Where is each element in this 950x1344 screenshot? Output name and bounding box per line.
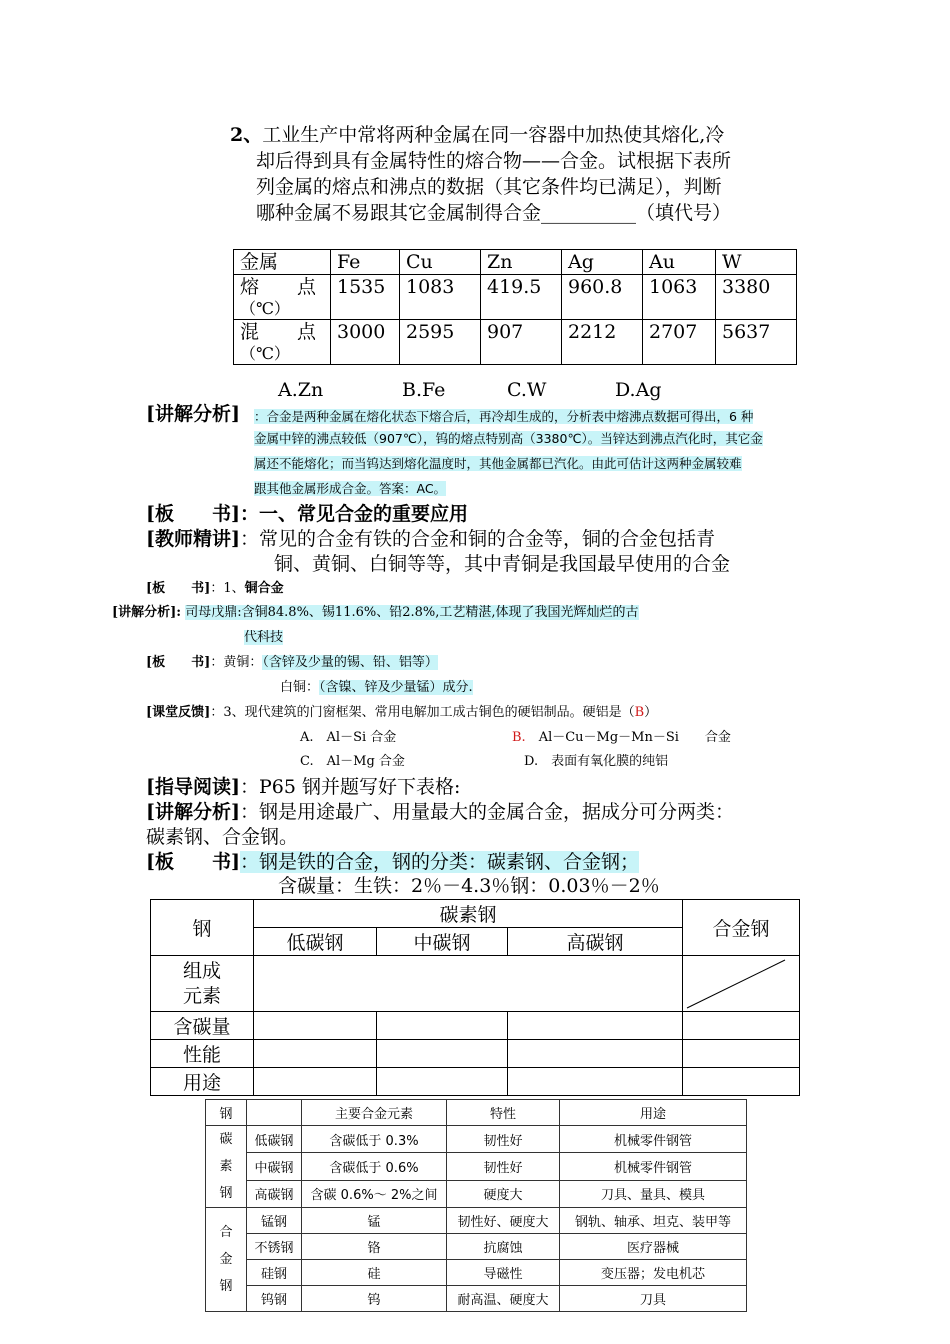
ref-cell: 铬 [302,1234,447,1260]
analysis-line: 金属中锌的沸点较低（907℃），钨的熔点特别高（3380℃）。当锌达到沸点汽化时，其它金 [254,431,763,446]
slash-cell [683,956,800,1012]
ref-cell: 韧性好、硬度大 [447,1208,560,1234]
value-cell: 1083 [400,275,481,320]
value-cell: 5637 [716,320,797,365]
ref-cell: 高碳钢 [247,1180,302,1207]
blank-cell[interactable] [683,1040,800,1068]
header-cell: 金属 [234,250,331,275]
reference-table [205,1099,747,1312]
blank-cell[interactable] [683,1068,800,1096]
board-carbon-content: 含碳量：生铁：2％－4.3％钢：0.03％－2％ [278,875,660,897]
ref-cell: 中碳钢 [247,1153,302,1180]
ref-cell: 刀具、量具、模具 [560,1180,747,1207]
blank-cell[interactable] [377,1012,508,1040]
ref-header: 钢 [206,1100,247,1126]
low-carbon-header: 低碳钢 [254,928,377,956]
ref-header [247,1100,302,1126]
value-cell: 1063 [643,275,716,320]
value-cell: 2595 [400,320,481,365]
feedback-opt-b: B. Al－Cu－Mg－Mn－Si 合金 [512,730,731,745]
ref-cell: 导磁性 [447,1260,560,1286]
value-cell: 960.8 [562,275,643,320]
feedback-line: [课堂反馈]：3、现代建筑的门窗框架、常用电解加工成古铜色的硬铝制品。硬铝是（B） [146,705,658,720]
analysis-3-line-2: 碳素钢、合金钢。 [146,826,299,848]
value-cell: 2212 [562,320,643,365]
ref-cell: 锰钢 [247,1208,302,1234]
feedback-answer: B [634,705,645,720]
ref-cell: 变压器；发电机芯 [560,1260,747,1286]
ref-cell: 刀具 [560,1286,747,1312]
metal-table [233,249,797,365]
value-cell: 2707 [643,320,716,365]
analysis-line: 跟其他金属形成合金。答案：AC。 [254,481,447,496]
ref-cell: 锰 [302,1208,447,1234]
board-heading-2: [板 书]：1、铜合金 [146,581,284,596]
analysis-3-line-1: [讲解分析]：钢是用途最广、用量最大的金属合金，据成分可分两类： [146,801,734,823]
analysis-line: ：合金是两种金属在熔化状态下熔合后，再冷却生成的，分析表中熔沸点数据可得出，6 种 [254,409,754,424]
value-cell: 419.5 [481,275,562,320]
teacher-line-1: [教师精讲]：常见的合金有铁的合金和铜的合金等，铜的合金包括青 [146,528,715,550]
question-line-4: 哪种金属不易跟其它金属制得合金__________（填代号） [256,202,732,224]
value-cell: 1535 [331,275,400,320]
row-label: 组成元素 [151,956,254,1012]
board-white-copper: 白铜：（含镍、锌及少量锰）成分. [280,680,473,695]
analysis-2-line-1: [讲解分析]: 司母戊鼎:含铜84.8%、锡11.6%、铅2.8%,工艺精湛,体现了我国光辉灿烂的古 [112,605,639,620]
feedback-opt-d: D. 表面有氧化膜的纯铝 [524,754,669,769]
alloy-steel-header: 合金钢 [683,900,800,956]
ref-cell: 含碳低于 0.6% [302,1153,447,1180]
ref-cell: 医疗器械 [560,1234,747,1260]
question-line-1: 2、工业生产中常将两种金属在同一容器中加热使其熔化,冷 [230,124,725,146]
medium-carbon-header: 中碳钢 [377,928,508,956]
option-d: D.Ag [615,379,662,401]
row-label: 性能 [151,1040,254,1068]
ref-cell: 钢轨、轴承、坦克、装甲等 [560,1208,747,1234]
board-steel: [板 书]：钢是铁的合金，钢的分类：碳素钢、合金钢； [146,851,639,873]
blank-cell[interactable] [254,1068,377,1096]
header-cell: W [716,250,797,275]
header-cell: Au [643,250,716,275]
boiling-label: 混 点 （℃） [234,320,331,365]
analysis-2-line-2: 代科技 [244,630,284,645]
analysis-label: [讲解分析] [146,403,240,425]
ref-group-alloy: 合金钢 [206,1208,247,1312]
blank-cell[interactable] [508,1012,683,1040]
blank-cell[interactable] [254,1040,377,1068]
analysis-line: 属还不能熔化；而当钨达到熔化温度时，其他金属都已汽化。由此可估计这两种金属较难 [254,456,742,471]
metal-table-header [234,250,797,275]
question-text-1: 工业生产中常将两种金属在同一容器中加热使其熔化,冷 [262,124,725,146]
melting-label: 熔 点 （℃） [234,275,331,320]
value-cell: 907 [481,320,562,365]
ref-header: 主要合金元素 [302,1100,447,1126]
ref-cell: 不锈钢 [247,1234,302,1260]
ref-cell: 含碳低于 0.3% [302,1126,447,1153]
boiling-row [234,320,797,365]
board-brass: [板 书]：黄铜：（含锌及少量的锡、铅、铝等） [146,655,438,670]
feedback-opt-a: A. Al－Si 合金 [300,730,397,745]
ref-cell: 抗腐蚀 [447,1234,560,1260]
header-cell: Ag [562,250,643,275]
teacher-line-2: 铜、黄铜、白铜等等，其中青铜是我国最早使用的合金 [274,553,731,575]
ref-cell: 耐高温、硬度大 [447,1286,560,1312]
header-cell: Fe [331,250,400,275]
board-heading-1: [板 书]：一、常见合金的重要应用 [146,503,468,525]
ref-header: 用途 [560,1100,747,1126]
blank-cell[interactable] [508,1068,683,1096]
ref-cell: 硬度大 [447,1180,560,1207]
ref-cell: 硅钢 [247,1260,302,1286]
row-label: 用途 [151,1068,254,1096]
value-cell: 3380 [716,275,797,320]
ref-cell: 硅 [302,1260,447,1286]
steel-col-header: 钢 [151,900,254,956]
carbon-steel-header: 碳素钢 [254,900,683,928]
option-a: A.Zn [278,379,324,401]
diagonal-slash [683,956,799,1012]
ref-cell: 机械零件钢管 [560,1126,747,1153]
ref-cell: 钨钢 [247,1286,302,1312]
row-label: 含碳量 [151,1012,254,1040]
question-number: 2 [230,124,244,146]
option-b: B.Fe [402,379,446,401]
header-cell: Cu [400,250,481,275]
blank-cell[interactable] [377,1068,508,1096]
ref-cell: 韧性好 [447,1126,560,1153]
blank-cell[interactable] [508,1040,683,1068]
guide-reading: [指导阅读]：P65 钢并题写好下表格: [146,776,461,798]
ref-group-carbon: 碳素钢 [206,1126,247,1208]
blank-cell[interactable] [254,956,683,1012]
blank-cell[interactable] [683,1012,800,1040]
ref-header: 特性 [447,1100,560,1126]
ref-cell: 钨 [302,1286,447,1312]
header-cell: Zn [481,250,562,275]
blank-cell[interactable] [377,1040,508,1068]
value-cell: 3000 [331,320,400,365]
high-carbon-header: 高碳钢 [508,928,683,956]
ref-cell: 机械零件钢管 [560,1153,747,1180]
ref-cell: 含碳 0.6%～ 2%之间 [302,1180,447,1207]
blank-cell[interactable] [254,1012,377,1040]
option-c: C.W [507,379,547,401]
ref-cell: 韧性好 [447,1153,560,1180]
ref-cell: 低碳钢 [247,1126,302,1153]
question-line-2: 却后得到具有金属特性的熔合物——合金。试根据下表所 [256,150,732,172]
feedback-opt-c: C. Al－Mg 合金 [300,754,405,769]
melting-row [234,275,797,320]
question-line-3: 列金属的熔点和沸点的数据（其它条件均已满足），判断 [256,176,722,198]
steel-table [150,899,800,1096]
